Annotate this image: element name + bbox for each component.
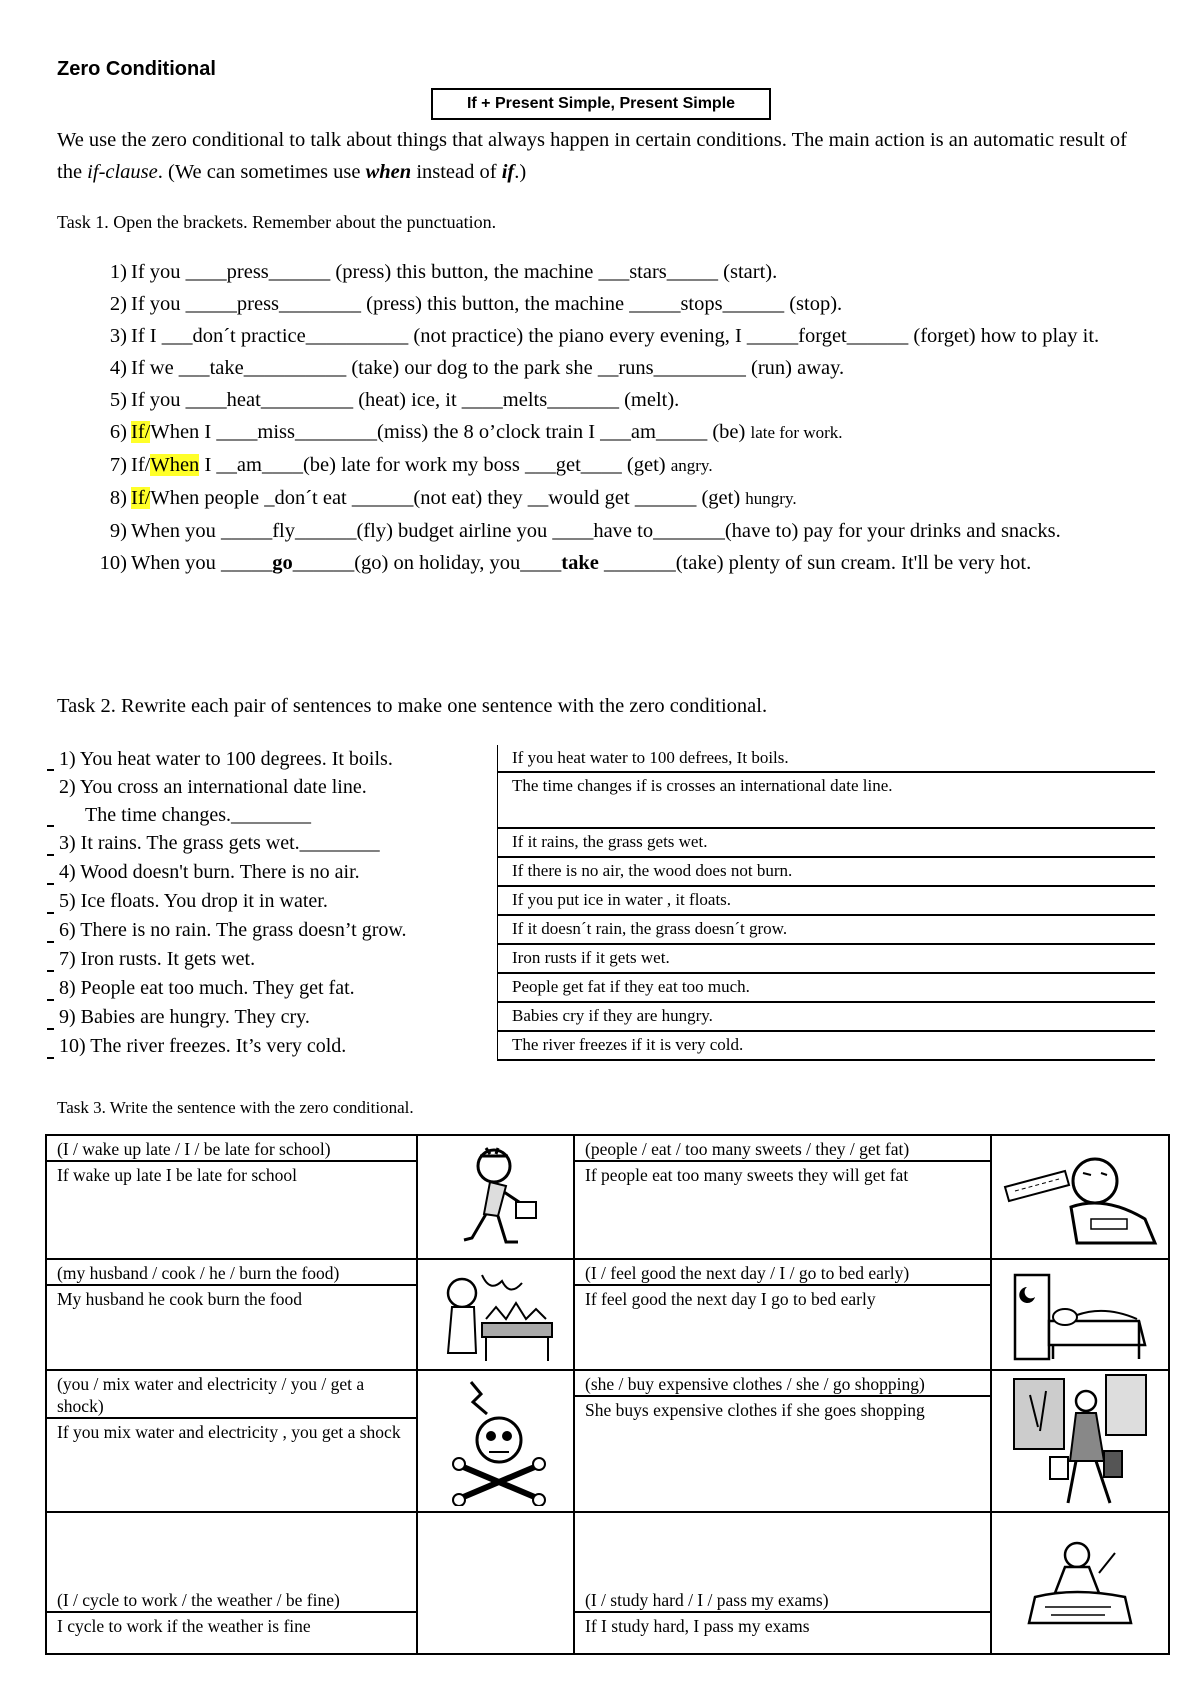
item-answer: fly — [272, 520, 295, 542]
task3-answer[interactable]: My husband he cook burn the food — [57, 1289, 302, 1309]
prompt-text: 5) Ice floats. You drop it in water. — [59, 890, 328, 912]
item-number: 6) — [109, 421, 127, 443]
table-row — [46, 1135, 1169, 1259]
item-number: 4) — [109, 357, 127, 379]
item-number: 5) — [109, 389, 127, 411]
item-text: ______ (forget) how to play it. — [846, 325, 1100, 347]
item-answer: don´t practice — [192, 325, 306, 347]
item-highlight: If/ — [131, 421, 151, 443]
cooking-man-icon — [417, 1259, 574, 1370]
intro-text: . (We can sometimes use — [157, 161, 366, 183]
task2-prompt — [47, 745, 497, 773]
task3-cell — [574, 1135, 991, 1259]
item-text: If you ____ — [131, 389, 227, 411]
table-row — [47, 945, 1155, 974]
item-answer: stars — [629, 261, 667, 283]
prompt-text: 7) Iron rusts. It gets wet. — [59, 948, 256, 970]
task3-prompt: (I / feel good the next day / I / go to bed early) — [575, 1260, 990, 1286]
task3-cell — [574, 1259, 991, 1370]
table-row — [47, 745, 1155, 773]
list-item — [93, 352, 1173, 384]
item-text: When you _____ — [131, 520, 273, 542]
item-text: ____(be) late for work my boss ___ — [261, 454, 556, 476]
item-text: _____ (start). — [666, 261, 778, 283]
task3-prompt: (I / cycle to work / the weather / be fine) — [47, 1587, 416, 1613]
item-text: When you _____ — [131, 552, 273, 574]
list-item — [93, 515, 1173, 547]
item-number: 7) — [109, 454, 127, 476]
task2-table — [47, 745, 1155, 1061]
item-text: ________(miss) the 8 o’clock train I ___ — [295, 421, 631, 443]
task2-prompt — [47, 916, 497, 945]
item-text: hungry. — [745, 489, 797, 508]
task2-prompt — [47, 1032, 497, 1061]
item-text: ______ (stop). — [722, 293, 843, 315]
item-text: ______(not eat) they __ — [346, 487, 549, 509]
task2-answer[interactable]: The river freezes if it is very cold. — [497, 1032, 1155, 1061]
formula-box: If + Present Simple, Present Simple — [431, 88, 771, 120]
table-row — [47, 916, 1155, 945]
table-row — [47, 858, 1155, 887]
task3-prompt: (people / eat / too many sweets / they / get fat) — [575, 1136, 990, 1162]
item-text: If you ____ — [131, 261, 227, 283]
table-row — [46, 1259, 1169, 1370]
task3-answer[interactable]: I cycle to work if the weather is fine — [57, 1616, 311, 1636]
task3-answer[interactable]: If people eat too many sweets they will get fat — [585, 1165, 909, 1185]
item-answer: am — [236, 454, 262, 476]
task3-answer[interactable]: If I study hard, I pass my exams — [585, 1616, 810, 1636]
item-answer: press — [236, 293, 280, 315]
item-answer: take — [561, 552, 599, 574]
task1-list — [93, 256, 1173, 579]
prompt-text: 6) There is no rain. The grass doesn’t grow. — [59, 919, 407, 941]
item-answer: go — [272, 552, 293, 574]
task3-prompt: (you / mix water and electricity / you / get a shock) — [47, 1371, 416, 1419]
table-row — [47, 1003, 1155, 1032]
item-text: _________ (heat) ice, it ____ — [260, 389, 503, 411]
item-text: If I ___ — [131, 325, 193, 347]
task2-answer[interactable]: If it doesn´t rain, the grass doesn´t grow. — [497, 916, 1155, 945]
task2-prompt — [47, 887, 497, 916]
item-number: 10) — [99, 552, 127, 574]
item-text: _____ (be) — [655, 421, 751, 443]
item-answer: press — [226, 261, 269, 283]
table-row — [47, 829, 1155, 858]
item-answer: stops — [680, 293, 723, 315]
item-text: ______ (get) — [629, 487, 746, 509]
item-answer: am — [630, 421, 656, 443]
item-text: I __ — [199, 454, 237, 476]
list-item — [93, 320, 1173, 352]
item-text: If you _____ — [131, 293, 237, 315]
item-text: ________ (press) this button, the machine _____ — [279, 293, 681, 315]
table-row — [46, 1370, 1169, 1512]
item-answer: have to — [593, 520, 654, 542]
item-text: ______ (press) this button, the machine ___ — [268, 261, 630, 283]
task3-cell — [574, 1512, 991, 1654]
item-number: 1) — [109, 261, 127, 283]
task2-prompt — [47, 945, 497, 974]
item-answer: take — [209, 357, 244, 379]
prompt-text: 9) Babies are hungry. They cry. — [59, 1006, 310, 1028]
item-text: When I ____ — [150, 421, 258, 443]
item-number: 9) — [109, 520, 127, 542]
task2-prompt — [47, 829, 497, 858]
task3-prompt: (I / wake up late / I / be late for school) — [47, 1136, 416, 1162]
task2-answer[interactable]: If you put ice in water , it floats. — [497, 887, 1155, 916]
task3-cell — [574, 1370, 991, 1512]
item-text: If/ — [131, 454, 151, 476]
item-number: 8) — [109, 487, 127, 509]
task3-heading: Task 3. Write the sentence with the zero conditional. — [57, 1098, 414, 1117]
task2-answer[interactable]: People get fat if they eat too much. — [497, 974, 1155, 1003]
prompt-text: 1) You heat water to 100 degrees. It boils. — [59, 748, 393, 770]
item-text: If we ___ — [131, 357, 210, 379]
item-answer: runs — [618, 357, 654, 379]
list-item — [93, 256, 1173, 288]
task2-prompt — [47, 858, 497, 887]
list-item — [93, 416, 1173, 449]
item-text: angry. — [670, 456, 713, 475]
prompt-text: 3) It rains. The grass gets wet.________ — [59, 832, 380, 854]
intro-if: if — [501, 161, 515, 183]
task2-answer[interactable]: Babies cry if they are hungry. — [497, 1003, 1155, 1032]
shopping-woman-icon — [991, 1370, 1169, 1512]
item-text: ______(fly) budget airline you ____ — [294, 520, 594, 542]
item-text: _______(have to) pay for your drinks and snacks. — [653, 520, 1061, 542]
studying-person-icon — [991, 1512, 1169, 1654]
item-text: ____ (get) — [580, 454, 671, 476]
list-item — [93, 547, 1173, 579]
task3-prompt: (I / study hard / I / pass my exams) — [575, 1587, 990, 1613]
item-answer: forget — [798, 325, 847, 347]
item-answer: don´t eat — [274, 487, 347, 509]
task3-answer[interactable]: If wake up late I be late for school — [57, 1165, 298, 1185]
task3-prompt: (my husband / cook / he / burn the food) — [47, 1260, 416, 1286]
prompt-text: 2) You cross an international date line. — [59, 776, 367, 798]
bed-icon — [991, 1259, 1169, 1370]
item-text: When people _ — [150, 487, 275, 509]
intro-if-clause: if-clause — [87, 161, 158, 183]
task2-answer[interactable]: The time changes if is crosses an international date line. — [497, 773, 1155, 829]
item-text: _______(take) plenty of sun cream. It'll be very hot. — [598, 552, 1032, 574]
item-answer: melts — [502, 389, 548, 411]
page-title: Zero Conditional — [57, 58, 216, 80]
prompt-text: The time changes.________ — [85, 804, 312, 826]
task3-cell — [46, 1135, 417, 1259]
intro-paragraph — [57, 124, 1157, 188]
task3-answer[interactable]: If feel good the next day I go to bed early — [585, 1289, 876, 1309]
task2-prompt — [47, 1003, 497, 1032]
item-answer: heat — [226, 389, 261, 411]
task3-answer[interactable]: If you mix water and electricity , you get a shock — [57, 1422, 401, 1442]
item-text: _______ (melt). — [547, 389, 680, 411]
table-row — [47, 773, 1155, 829]
table-row — [47, 974, 1155, 1003]
list-item — [93, 288, 1173, 320]
task2-answer[interactable]: Iron rusts if it gets wet. — [497, 945, 1155, 974]
task3-cell — [46, 1370, 417, 1512]
task2-answer[interactable]: If it rains, the grass gets wet. — [497, 829, 1155, 858]
item-answer: get — [555, 454, 581, 476]
task2-prompt — [47, 773, 497, 829]
task3-cell — [46, 1259, 417, 1370]
task2-answer[interactable]: If there is no air, the wood does not burn. — [497, 858, 1155, 887]
running-boy-icon — [417, 1135, 574, 1259]
task2-prompt — [47, 974, 497, 1003]
task3-empty-picture — [417, 1512, 574, 1654]
task2-heading: Task 2. Rewrite each pair of sentences to make one sentence with the zero conditional. — [57, 695, 768, 717]
item-text: __________ (not practice) the piano every evening, I _____ — [305, 325, 799, 347]
item-text: late for work. — [750, 423, 843, 442]
task3-prompt: (she / buy expensive clothes / she / go shopping) — [575, 1371, 990, 1397]
task3-answer[interactable]: She buys expensive clothes if she goes shopping — [585, 1400, 925, 1420]
intro-when: when — [365, 161, 412, 183]
list-item — [93, 482, 1173, 515]
task2-answer[interactable]: If you heat water to 100 defrees, It boils. — [497, 745, 1155, 773]
prompt-text: 8) People eat too much. They get fat. — [59, 977, 355, 999]
intro-text: We use the zero conditional to talk about things that always happen in certain conditions. The main action is an automatic result of the — [57, 129, 1127, 183]
item-answer: would get — [548, 487, 630, 509]
intro-text: instead of — [411, 161, 502, 183]
prompt-text: 10) The river freezes. It’s very cold. — [59, 1035, 347, 1057]
prompt-text: 4) Wood doesn't burn. There is no air. — [59, 861, 360, 883]
skull-shock-icon — [417, 1370, 574, 1512]
item-text: ______(go) on holiday, you____ — [292, 552, 562, 574]
item-highlight: When — [150, 454, 200, 476]
eating-man-icon — [991, 1135, 1169, 1259]
table-row — [47, 1032, 1155, 1061]
task3-cell — [46, 1512, 417, 1654]
item-text: _________ (run) away. — [653, 357, 845, 379]
table-row — [46, 1512, 1169, 1654]
item-number: 3) — [109, 325, 127, 347]
task1-heading: Task 1. Open the brackets. Remember about the punctuation. — [57, 212, 497, 232]
list-item — [93, 449, 1173, 482]
list-item — [93, 384, 1173, 416]
item-highlight: If/ — [131, 487, 151, 509]
item-number: 2) — [109, 293, 127, 315]
item-answer: miss — [257, 421, 295, 443]
intro-text: .) — [514, 161, 527, 183]
task3-table — [45, 1134, 1170, 1655]
table-row — [47, 887, 1155, 916]
item-text: __________ (take) our dog to the park she __ — [243, 357, 619, 379]
